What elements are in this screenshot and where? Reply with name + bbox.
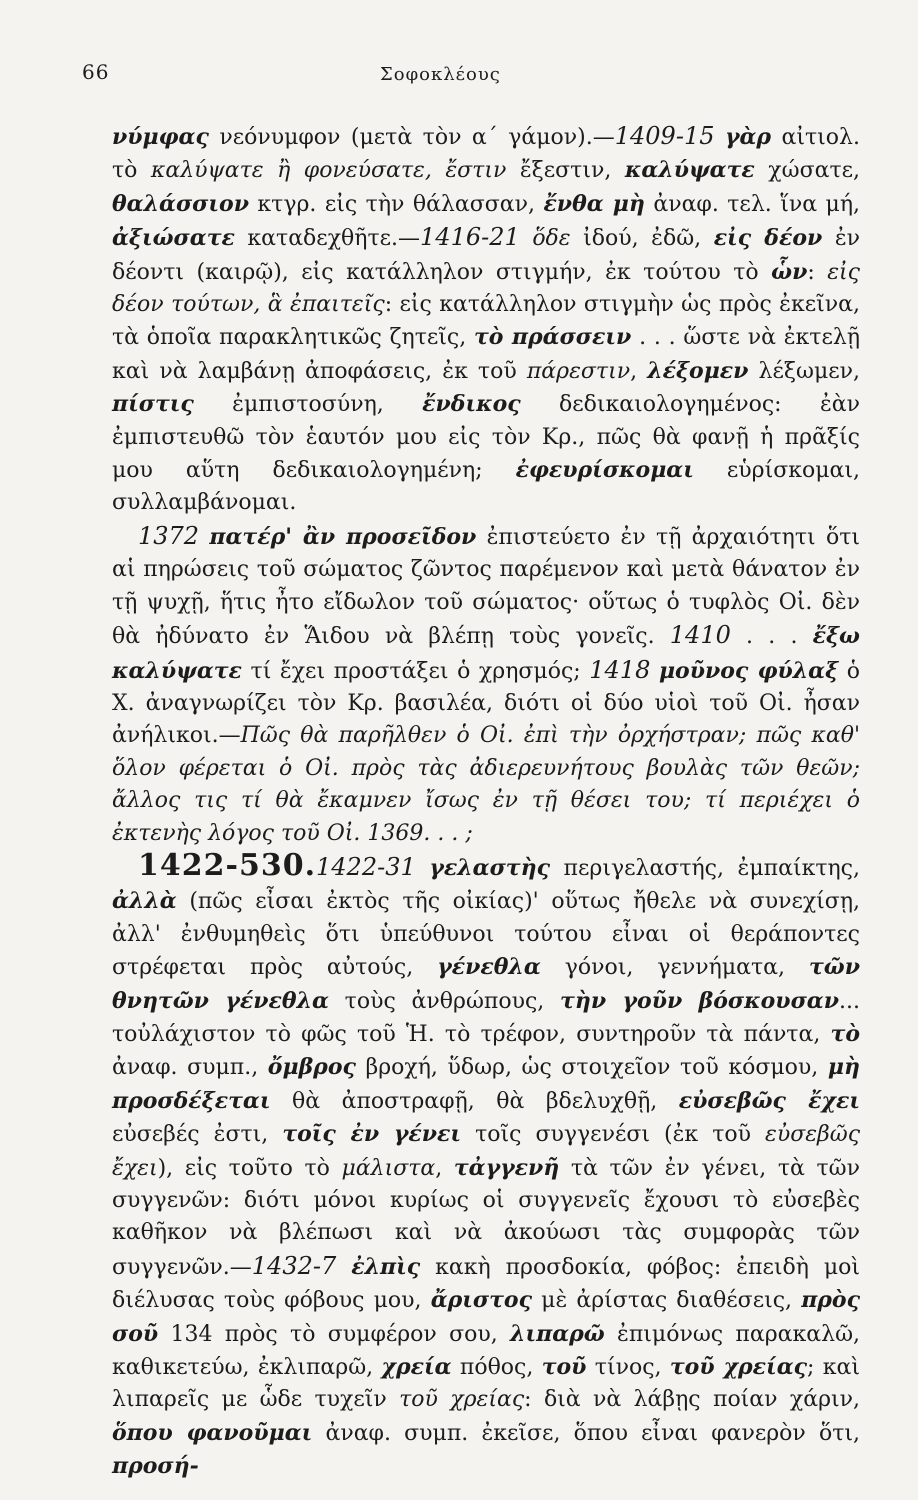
lemma: τὸ <box>830 1020 860 1047</box>
text-run: , <box>435 1155 454 1181</box>
paragraph <box>112 847 861 1484</box>
lemma: τἀγγενῆ <box>453 1154 560 1181</box>
lemma: ὄμβρος <box>267 1054 356 1081</box>
text-run <box>336 1255 351 1280</box>
text-run: ἐπιστεύετο ἐν τῇ ἀρχαιότητι ὅτι αἱ πηρώσεις τοῦ σώματος ζῶντος παρέμενον καὶ μετὰ θάνατον ἐν τῇ ψυχῇ, ἥτις ἦτο εἴδωλον τοῦ σώματος· οὕτως ὁ τυφλὸς Οἰ. δὲν θὰ ἠδύνατο ἐν Ἅιδου νὰ βλέπῃ τοὺς γονεῖς. <box>112 524 860 650</box>
line-reference: 1409-15 <box>614 122 715 150</box>
lemma: ἔνδικος <box>422 391 521 418</box>
text-run: χώσατε, <box>754 158 861 184</box>
lemma: εἰς δέον <box>713 225 823 252</box>
lemma: ὅπου φανοῦμαι <box>112 1419 313 1446</box>
text-run: ἐν δέοντι (καιρῷ), εἰς κατάλληλον στιγμήν, ἐκ τούτου τὸ <box>112 226 861 285</box>
lemma: πίστις <box>112 391 194 418</box>
lemma: τοῦ <box>541 1354 587 1381</box>
text-run: ), εἰς τοῦτο τὸ <box>157 1155 342 1181</box>
lemma: γελαστὴς <box>429 854 550 881</box>
italic-text: εἰς δέον τούτων, ἃ ἐπαιτεῖς <box>112 259 860 318</box>
text-run: τί ἔχει προστάξει ὁ χρησμός; <box>241 658 590 684</box>
text-run: . . . ὥστε νὰ ἐκτελῇ καὶ νὰ λαμβάνῃ ἀποφάσεις, ἐκ τοῦ <box>112 325 861 384</box>
line-reference: 1422-31 <box>316 852 416 881</box>
text-run: θὰ ἀποστραφῇ, θὰ βδελυχθῇ, <box>270 1088 679 1114</box>
lemma: γένεθλα <box>437 954 541 981</box>
lemma: τὸ πράσσειν <box>474 324 632 351</box>
text-run <box>650 659 659 684</box>
text-run: ; καὶ λιπαρεῖς με ὧδε τυχεῖν <box>112 1355 861 1413</box>
text-run: αἰτιολ. τὸ <box>112 125 860 184</box>
lemma: ἄριστος <box>430 1287 532 1314</box>
italic-text: καλύψατε ἢ φονεύσατε, ἔστιν <box>150 158 507 184</box>
line-reference: 1410 <box>669 621 731 650</box>
lemma: προσή- <box>112 1453 199 1480</box>
text-run: : διὰ νὰ λάβῃς ποίαν χάριν, <box>524 1387 861 1413</box>
paragraph <box>112 120 860 520</box>
text-run: ... τοὐλάχιστον τὸ φῶς τοῦ Ἡ. τὸ τρέφον, συντηροῦν τὰ πάντα, <box>112 988 860 1047</box>
text-run: ἀναφ. τελ. ἵνα μή, <box>644 191 860 217</box>
text-run: τὰ τῶν ἐν γένει, τὰ τῶν συγγενῶν: διότι μόνοι κυρίως οἱ συγγενεῖς ἔχουσι τὸ εὐσεβὲς καθῆκον νὰ βλέπωσι καὶ νὰ ἀκούωσι τὰς συμφορὰς τῶν συγγενῶν.— <box>112 1155 860 1280</box>
section-reference: 1422-530. <box>138 847 317 883</box>
text-run <box>199 525 209 550</box>
lemma: ὧν <box>771 258 808 285</box>
lemma: ἔξω καλύψατε <box>112 623 861 684</box>
lemma: μοῦνος φύλαξ <box>658 657 839 684</box>
text-run: δεδικαιολογημένος: ἐὰν ἐμπιστευθῶ τὸν ἑαυτόν μου εἰς τὸν Κρ., πῶς θὰ φανῇ ἡ πρᾶξίς μου αὕτη δεδικαιολογημένη; <box>112 392 860 484</box>
text-run: κτγρ. εἰς τὴν θάλασσαν, <box>248 191 544 217</box>
italic-text: εὐσεβῶς ἔχει <box>112 1122 861 1181</box>
line-reference: 1372 <box>138 521 200 550</box>
lemma: μὴ προσδέξεται <box>112 1054 860 1114</box>
italic-text: μάλιστα <box>341 1155 436 1181</box>
text-run: βροχή, ὕδωρ, ὡς στοιχεῖον τοῦ κόσμου, <box>355 1055 828 1081</box>
text-run: λέξωμεν, <box>748 358 860 384</box>
text-run: 134 πρὸς τὸ συμφέρον σου, <box>158 1321 511 1347</box>
lemma: τοῖς ἐν γένει <box>282 1121 462 1148</box>
text-run: τίνος, <box>586 1355 670 1381</box>
lemma: λιπαρῶ <box>510 1320 605 1347</box>
lemma: τῶν θνητῶν γένεθλα <box>112 954 861 1014</box>
text-run <box>714 125 724 150</box>
text-run: , <box>630 358 648 384</box>
lemma: λέξομεν <box>647 357 749 384</box>
text-run: κακὴ προσδοκία, φόβος: ἐπειδὴ μοὶ διέλυσας τοὺς φόβους μου, <box>112 1254 860 1314</box>
text-run: πόθος, <box>451 1355 542 1381</box>
lemma: ἐλπὶς <box>351 1253 421 1280</box>
text-run: εὐσεβές ἐστι, <box>112 1122 283 1148</box>
text-run: ὁ Χ. ἀναγνωρίζει τὸν Κρ. βασιλέα, διότι οἱ δύο υἱοὶ τοῦ Οἰ. ἦσαν ἀνήλικοι.— <box>112 658 860 749</box>
lemma: χρεία <box>381 1354 452 1381</box>
lemma: γὰρ <box>724 124 772 150</box>
lemma: θαλάσσιον <box>112 190 249 217</box>
paragraph <box>112 520 860 850</box>
text-run <box>520 226 533 251</box>
lemma: καλύψατε <box>624 157 755 184</box>
text-run: γόνοι, γεννήματα, <box>540 955 809 981</box>
text-run: τοὺς ἀνθρώπους, <box>328 988 561 1014</box>
text-run: : εἰς κατάλληλον στιγμὴν ὡς πρὸς ἐκεῖνα, τὰ ὁποῖα παρακλητικῶς ζητεῖς, <box>112 292 860 351</box>
text-run: ἐμπιστοσύνη, <box>193 392 423 418</box>
text-run: : <box>807 259 828 285</box>
text-run: ἐπιμόνως παρακαλῶ, καθικετεύω, ἐκλιπαρῶ, <box>112 1321 860 1381</box>
text-run: περιγελαστής, ἐμπαίκτης, <box>549 855 860 881</box>
text-run: καταδεχθῆτε.— <box>234 226 421 252</box>
lemma: εὐσεβῶς ἔχει <box>678 1087 860 1114</box>
commentary-text <box>112 120 860 1484</box>
running-head <box>40 60 878 100</box>
text-run: ἰδού, ἐδῶ, <box>570 226 714 252</box>
lemma: τοῦ χρείας <box>669 1354 808 1381</box>
running-title: Σοφοκλέους <box>380 64 501 85</box>
page-number: 66 <box>82 60 110 84</box>
text-run: μὲ ἀρίστας διαθέσεις, <box>532 1288 802 1314</box>
line-reference: 1418 <box>589 655 651 684</box>
text-run: ἔξεστιν, <box>506 158 625 184</box>
text-run: ἀναφ. συμπ., <box>112 1055 268 1081</box>
lemma: ἔνθα μὴ <box>543 190 645 217</box>
text-run: νεόνυμφον (μετὰ τὸν α΄ γάμον).— <box>208 125 615 150</box>
lemma: νύμφας <box>112 124 209 150</box>
italic-text: τοῦ χρείας <box>399 1387 525 1413</box>
text-run: ἀναφ. συμπ. ἐκεῖσε, ὅπου εἶναι φανερὸν ὅτι, <box>312 1420 860 1446</box>
italic-text: Πῶς θὰ παρῆλθεν ὁ Οἰ. ἐπὶ τὴν ὀρχήστραν; πῶς καθ' ὅλον φέρεται ὁ Οἰ. πρὸς τὰς ἀδιερευνήτους βουλὰς τῶν θεῶν; ἄλλος τις τί θὰ ἔκαμνεν ἴσως ἐν τῇ θέσει του; τί περιέχει ὁ ἐκτενὴς λόγος τοῦ Οἰ. 1369. . . ; <box>112 723 860 846</box>
lemma: πρὸς σοῦ <box>112 1287 860 1347</box>
lemma: ἀλλὰ <box>112 888 177 915</box>
text-run <box>416 856 430 881</box>
lemma: ἀξιώσατε <box>112 225 235 252</box>
lemma: πατέρ' ἂν προσεῖδον <box>209 523 477 550</box>
line-reference: 1416-21 <box>420 223 520 252</box>
text-run: . . . <box>730 624 813 650</box>
line-reference: 1432-7 <box>251 1251 337 1280</box>
lemma: ἐφευρίσκομαι <box>515 457 694 484</box>
lemma: τὴν γοῦν βόσκουσαν <box>560 987 839 1014</box>
italic-text: ὅδε <box>532 226 571 252</box>
text-run: (πῶς εἶσαι ἐκτὸς τῆς οἰκίας)' οὕτως ἤθελε νὰ συνεχίσῃ, ἀλλ' ἐνθυμηθεὶς ὅτι ὑπεύθυνοι τούτου εἶναι οἱ θεράποντες στρέφεται πρὸς αὐτούς, <box>112 889 860 981</box>
text-run: εὑρίσκομαι, συλλαμβάνομαι. <box>112 458 860 516</box>
text-run: τοῖς συγγενέσι (ἐκ τοῦ <box>461 1122 766 1148</box>
italic-text: πάρεστιν <box>526 358 631 384</box>
